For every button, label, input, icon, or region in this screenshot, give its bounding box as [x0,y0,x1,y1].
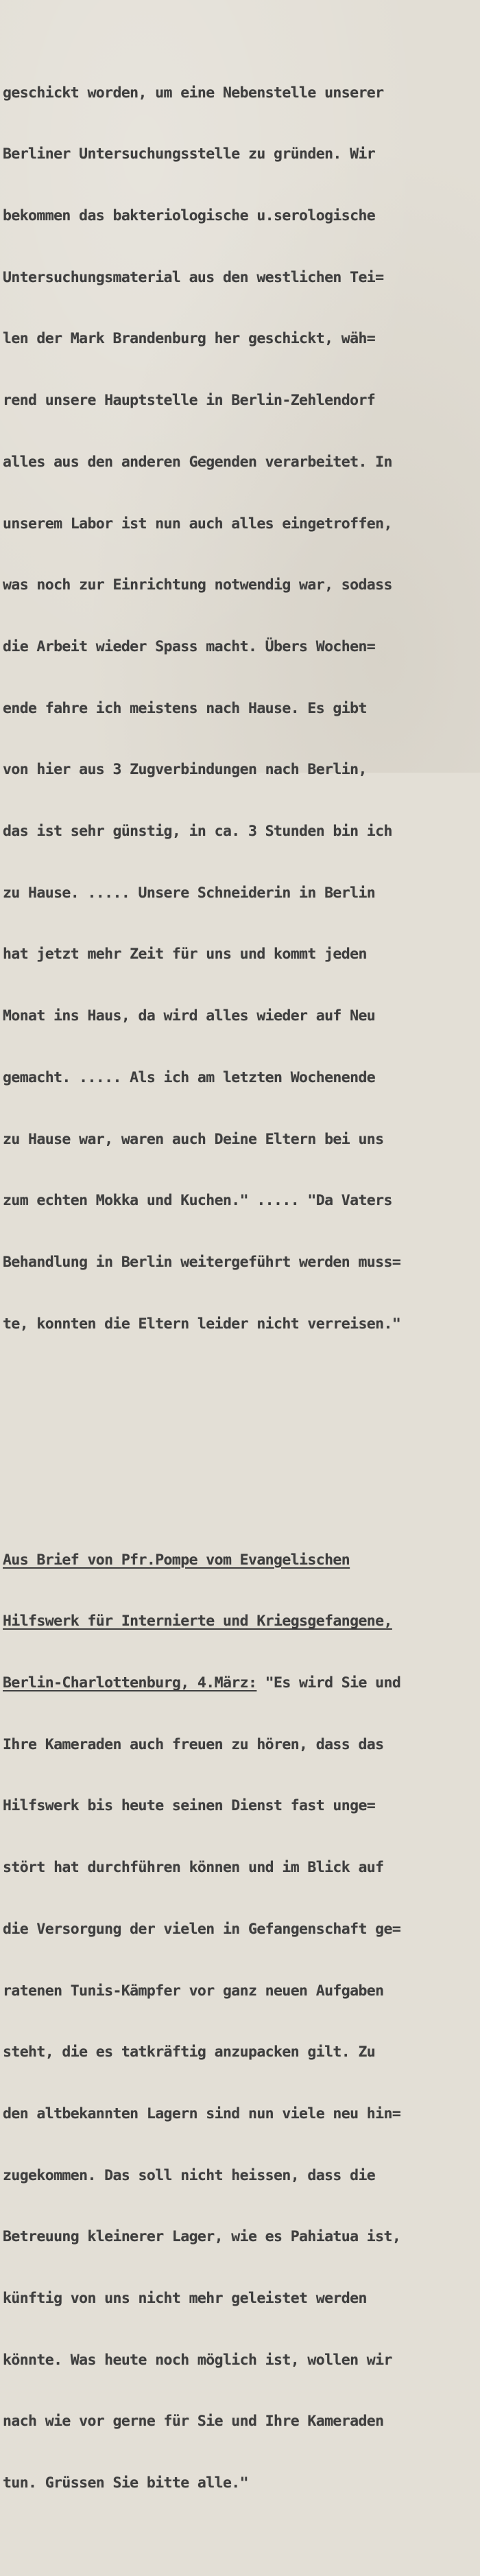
typewritten-text [3,1,479,2576]
text-line: Untersuchungsmaterial aus den westlichen Tei= [3,268,384,286]
text-line: den altbekannten Lagern sind nun viele neu hin= [3,2105,401,2122]
text-line: Behandlung in Berlin weitergeführt werden muss= [3,1253,401,1271]
text-line: die Arbeit wieder Spass macht. Übers Wochen= [3,637,376,655]
text-line: zugekommen. Das soll nicht heissen, dass die [3,2166,376,2184]
letter-heading-sender-date: Berlin-Charlottenburg, 4.März: [3,1674,257,1692]
text-line: bekommen das bakteriologische u.serologische [3,207,376,225]
letter-heading-line: Hilfswerk für Internierte und Kriegsgefangene, [3,1613,392,1630]
text-line: tun. Grüssen Sie bitte alle." [3,2474,248,2492]
letter-heading-line: Aus Brief von Pfr.Pompe vom Evangelischen [3,1551,350,1569]
text-line: könnte. Was heute noch möglich ist, wollen wir [3,2351,392,2369]
text-line: zum echten Mokka und Kuchen." ..... "Da Vaters [3,1192,392,1210]
text-line: te, konnten die Eltern leider nicht verreisen." [3,1315,401,1333]
text-line: künftig von uns nicht mehr geleistet werden [3,2290,367,2308]
pompe-letter-paragraph [3,1509,479,2535]
text-line: nach wie vor gerne für Sie und Ihre Kameraden [3,2413,384,2431]
text-line: Berliner Untersuchungsstelle zu gründen. Wir [3,145,376,163]
text-line: gemacht. ..... Als ich am letzten Wochenende [3,1068,376,1086]
text-line: das ist sehr günstig, in ca. 3 Stunden bin ich [3,823,392,841]
quote-start: "Es wird Sie und [256,1674,401,1692]
text-line: was noch zur Einrichtung notwendig war, sodass [3,576,392,594]
text-line: ende fahre ich meistens nach Hause. Es gibt [3,699,367,717]
text-line: steht, die es tatkräftig anzupacken gilt. Zu [3,2044,376,2061]
text-line: ratenen Tunis-Kämpfer vor ganz neuen Aufgaben [3,1982,384,2000]
text-line: Monat ins Haus, da wird alles wieder auf Neu [3,1007,376,1025]
text-line: rend unsere Hauptstelle in Berlin-Zehlendorf [3,392,376,410]
text-line: die Versorgung der vielen in Gefangenschaft ge= [3,1920,401,1938]
text-line: von hier aus 3 Zugverbindungen nach Berlin, [3,761,367,779]
text-line: zu Hause. ..... Unsere Schneiderin in Berlin [3,884,376,902]
text-line: unserem Labor ist nun auch alles eingetroffen, [3,515,392,532]
paragraph-gap [3,1437,479,1447]
text-line: stört hat durchführen können und im Blick auf [3,1859,384,1877]
text-line: Ihre Kameraden auch freuen zu hören, dass das [3,1735,384,1753]
text-line: Hilfswerk bis heute seinen Dienst fast unge= [3,1797,376,1815]
text-line: geschickt worden, um eine Nebenstelle unserer [3,84,384,102]
text-line: hat jetzt mehr Zeit für uns und kommt jeden [3,946,367,963]
text-line: zu Hause war, waren auch Deine Eltern bei uns [3,1130,384,1148]
text-line: alles aus den anderen Gegenden verarbeitet. In [3,453,392,471]
text-line: Betreuung kleinerer Lager, wie es Pahiatua ist, [3,2228,401,2246]
text-line [3,1673,479,1694]
letter-excerpt-paragraph [3,42,479,1376]
text-line: len der Mark Brandenburg her geschickt, wäh= [3,330,376,348]
